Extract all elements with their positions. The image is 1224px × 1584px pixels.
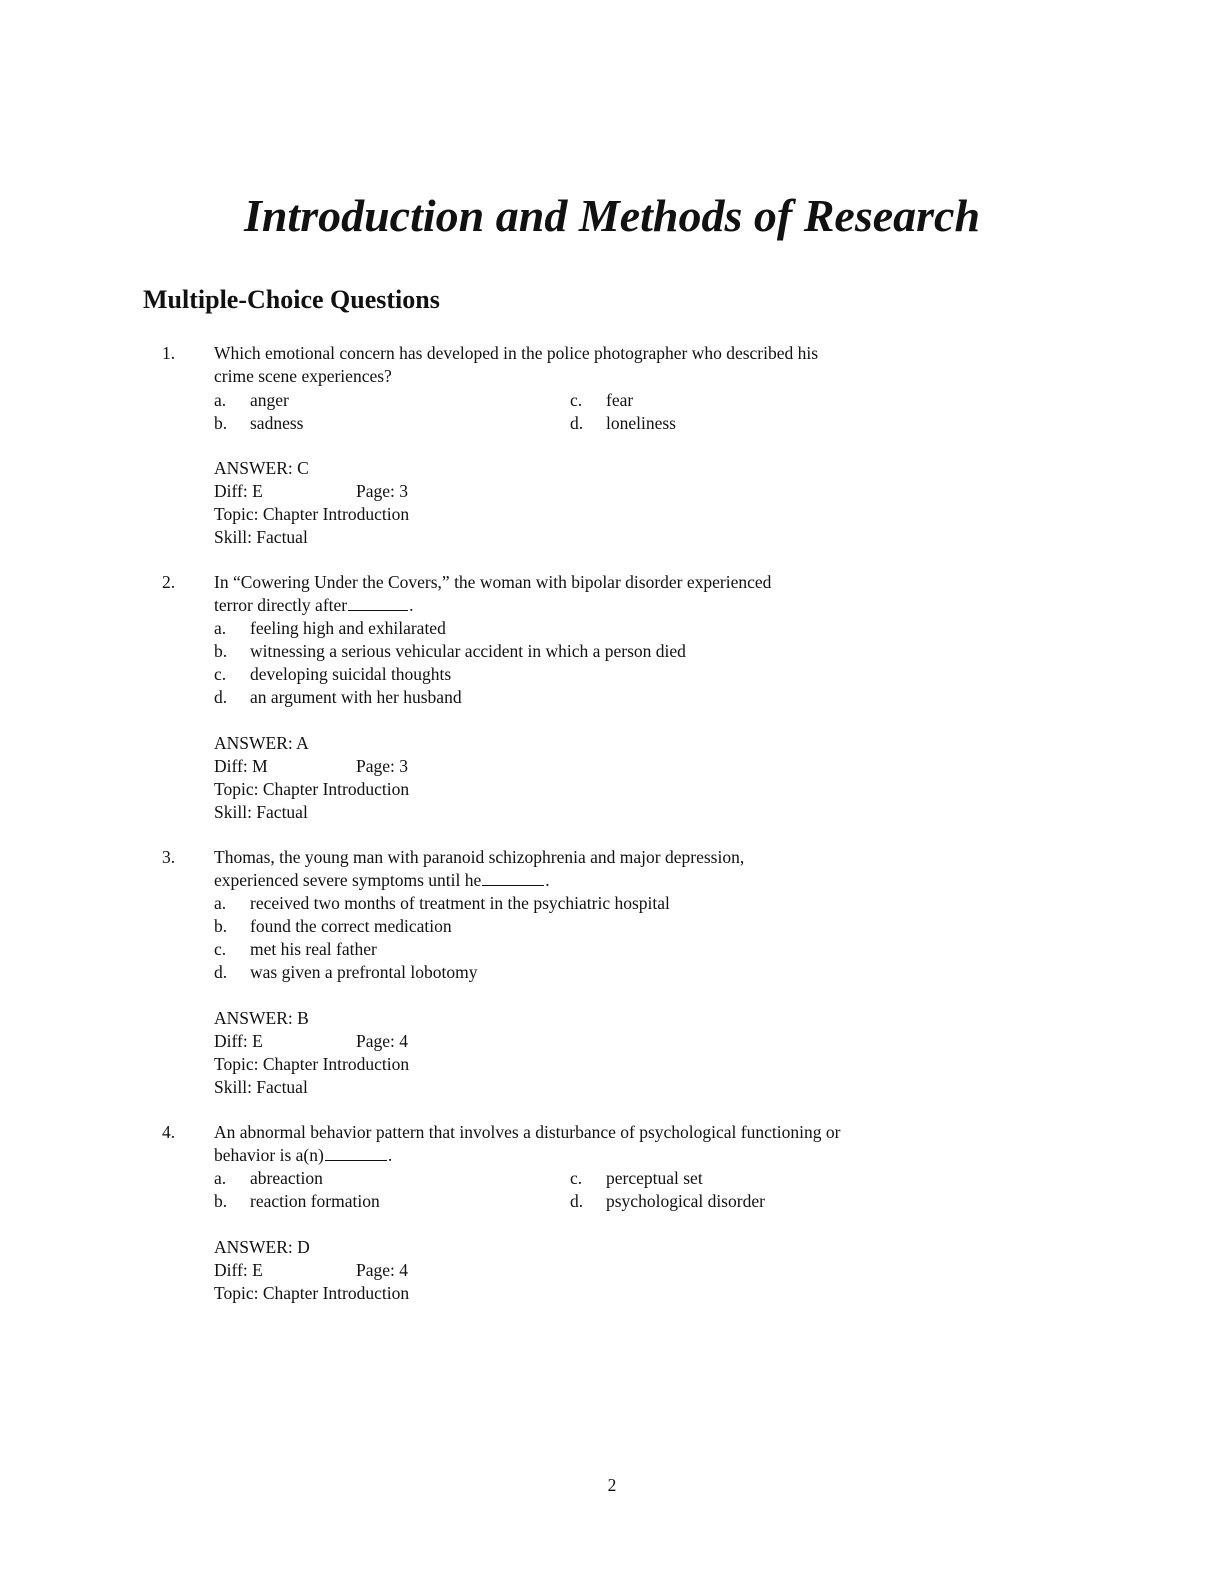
page-ref: Page: 4 [356, 1260, 409, 1280]
option-text: perceptual set [606, 1168, 703, 1188]
skill-line: Skill: Factual [214, 527, 308, 547]
option-text: reaction formation [250, 1191, 380, 1211]
question-line: Which emotional concern has developed in the police photographer who described his [214, 343, 819, 363]
question-number: 1. [162, 343, 176, 363]
question-text [214, 571, 974, 617]
option-text: sadness [250, 413, 304, 433]
question-line-with-blank [214, 869, 974, 892]
page-number: 2 [607, 1475, 617, 1495]
question-number: 2. [162, 572, 176, 592]
question-line-with-blank [214, 1144, 974, 1167]
section-heading: Multiple-Choice Questions [143, 285, 440, 314]
option-letter: b. [214, 641, 228, 661]
option-letter: d. [570, 1191, 584, 1211]
option-letter: b. [214, 1191, 228, 1211]
question-line: experienced severe symptoms until he [214, 870, 482, 890]
option-text: loneliness [606, 413, 676, 433]
option-text: abreaction [250, 1168, 323, 1188]
answer-block [214, 732, 409, 824]
blank-punctuation: . [409, 595, 414, 615]
difficulty-line [214, 1259, 409, 1282]
question-line: behavior is a(n) [214, 1145, 324, 1165]
question-text [214, 1121, 974, 1167]
difficulty: Diff: E [214, 481, 263, 501]
page-ref: Page: 3 [356, 756, 409, 776]
difficulty: Diff: E [214, 1260, 263, 1280]
option-text: psychological disorder [606, 1191, 765, 1211]
blank-punctuation: . [387, 1145, 393, 1165]
question-line: terror directly after [214, 595, 348, 615]
page-title: Introduction and Methods of Research [243, 190, 981, 241]
answer-line: ANSWER: D [214, 1237, 310, 1257]
option-letter: a. [214, 893, 227, 913]
option-letter: a. [214, 1168, 227, 1188]
option-letter: b. [214, 916, 228, 936]
topic-line: Topic: Chapter Introduction [214, 779, 410, 799]
option-letter: c. [570, 1168, 583, 1188]
option-text: witnessing a serious vehicular accident in which a person died [250, 641, 686, 661]
question-number: 4. [162, 1122, 176, 1142]
topic-line: Topic: Chapter Introduction [214, 1054, 410, 1074]
topic-line: Topic: Chapter Introduction [214, 1283, 410, 1303]
difficulty: Diff: M [214, 756, 268, 776]
answer-blank [325, 1144, 387, 1161]
answer-block [214, 1236, 409, 1305]
question-number: 3. [162, 847, 176, 867]
answer-line: ANSWER: A [214, 733, 309, 753]
question-line: In “Cowering Under the Covers,” the woman with bipolar disorder experienced [214, 572, 772, 592]
page-ref: Page: 4 [356, 1031, 409, 1051]
option-text: developing suicidal thoughts [250, 664, 452, 684]
option-letter: d. [214, 962, 228, 982]
option-letter: c. [214, 939, 227, 959]
difficulty: Diff: E [214, 1031, 263, 1051]
option-text: feeling high and exhilarated [250, 618, 446, 638]
question-text [214, 846, 974, 892]
difficulty-line [214, 480, 409, 503]
topic-line: Topic: Chapter Introduction [214, 504, 410, 524]
question-text [214, 342, 974, 388]
answer-block [214, 457, 409, 549]
option-letter: a. [214, 390, 227, 410]
answer-line: ANSWER: B [214, 1008, 309, 1028]
option-text: fear [606, 390, 634, 410]
option-text: an argument with her husband [250, 687, 462, 707]
option-letter: c. [570, 390, 583, 410]
option-text: received two months of treatment in the psychiatric hospital [250, 893, 670, 913]
answer-line: ANSWER: C [214, 458, 309, 478]
option-letter: d. [570, 413, 584, 433]
question-line: crime scene experiences? [214, 366, 392, 386]
answer-blank [482, 869, 544, 886]
difficulty-line [214, 1030, 409, 1053]
option-letter: b. [214, 413, 228, 433]
option-text: was given a prefrontal lobotomy [250, 962, 478, 982]
option-letter: c. [214, 664, 227, 684]
skill-line: Skill: Factual [214, 802, 308, 822]
page-ref: Page: 3 [356, 481, 409, 501]
option-text: met his real father [250, 939, 377, 959]
skill-line: Skill: Factual [214, 1077, 308, 1097]
option-letter: a. [214, 618, 227, 638]
question-line: An abnormal behavior pattern that involves a disturbance of psychological functioning or [214, 1122, 841, 1142]
difficulty-line [214, 755, 409, 778]
answer-blank [348, 594, 408, 611]
question-line: Thomas, the young man with paranoid schizophrenia and major depression, [214, 847, 745, 867]
option-letter: d. [214, 687, 228, 707]
question-line-with-blank [214, 594, 974, 617]
blank-punctuation: . [545, 870, 550, 890]
option-text: found the correct medication [250, 916, 452, 936]
option-text: anger [250, 390, 289, 410]
answer-block [214, 1007, 409, 1099]
